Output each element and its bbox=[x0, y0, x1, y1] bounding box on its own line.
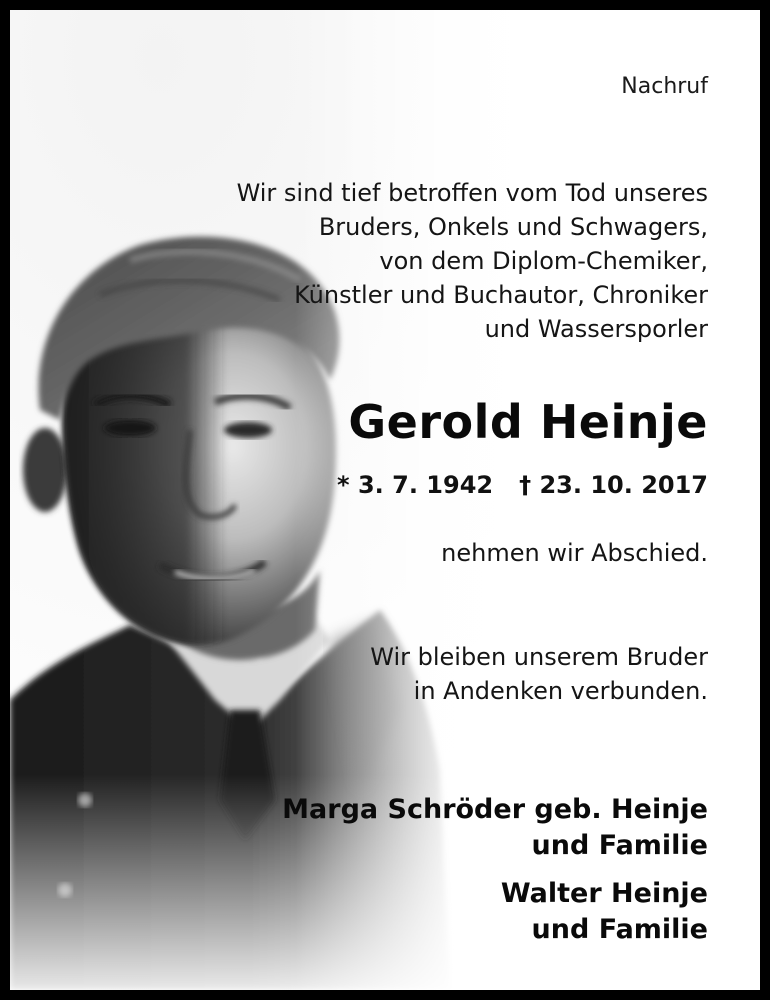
birth-date: * 3. 7. 1942 bbox=[337, 471, 494, 499]
intro-text bbox=[237, 176, 708, 346]
intro-line: von dem Diplom-Chemiker, bbox=[379, 247, 708, 275]
remembrance-line: Wir bleiben unserem Bruder bbox=[370, 643, 708, 671]
intro-line: Bruders, Onkels und Schwagers, bbox=[318, 213, 708, 241]
death-date: † 23. 10. 2017 bbox=[519, 471, 708, 499]
signer-name: Marga Schröder geb. Heinje bbox=[282, 794, 708, 825]
life-dates bbox=[337, 468, 708, 502]
signer-family: und Familie bbox=[531, 830, 708, 861]
remembrance-text bbox=[370, 640, 708, 708]
intro-line: Wir sind tief betroffen vom Tod unseres bbox=[236, 179, 708, 207]
deceased-name: Gerold Heinje bbox=[348, 395, 708, 449]
notice-label: Nachruf bbox=[621, 74, 708, 99]
intro-line: Künstler und Buchautor, Chroniker bbox=[294, 281, 708, 309]
signer-walter bbox=[501, 876, 708, 948]
remembrance-line: in Andenken verbunden. bbox=[413, 677, 708, 705]
signer-family: und Familie bbox=[531, 914, 708, 945]
intro-line: und Wassersporler bbox=[484, 315, 708, 343]
signer-name: Walter Heinje bbox=[500, 878, 708, 909]
farewell-text: nehmen wir Abschied. bbox=[441, 539, 708, 567]
signer-marga bbox=[282, 792, 708, 864]
